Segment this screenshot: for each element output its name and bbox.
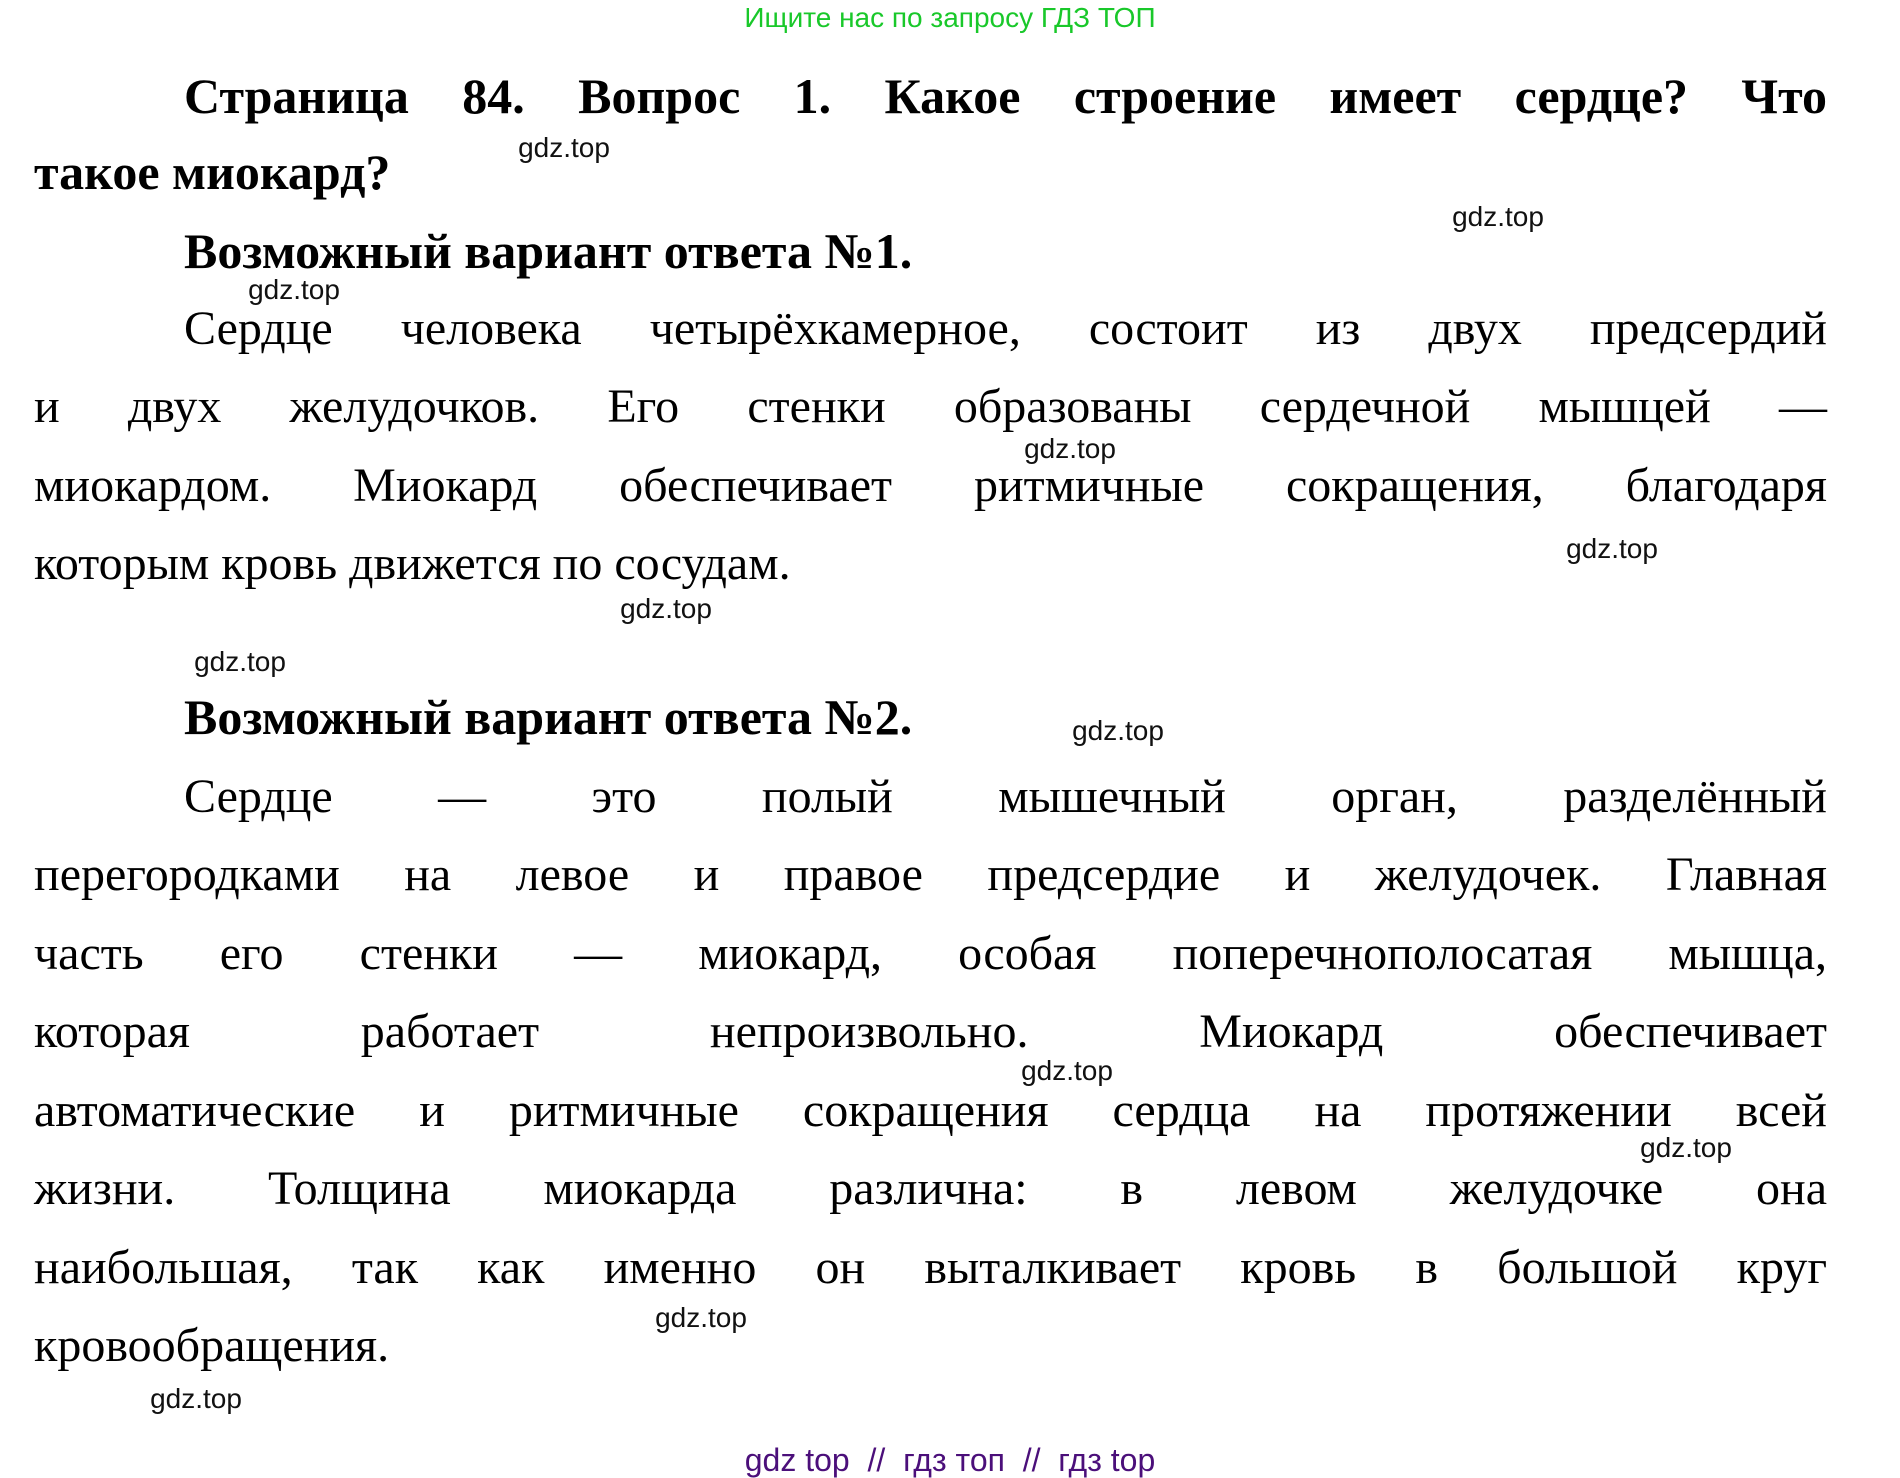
watermark: gdz.top: [620, 593, 712, 624]
watermark: gdz.top: [655, 1302, 747, 1333]
question-title-line-1: Страница 84. Вопрос 1. Какое строение имеет сердце? Что: [184, 68, 1827, 124]
answer-2-line: перегородками на левое и правое предсердие и желудочек. Главная: [34, 848, 1827, 901]
watermark: gdz.top: [518, 132, 610, 163]
answer-1-heading: Возможный вариант ответа №1.: [184, 223, 913, 279]
watermark: gdz.top: [248, 274, 340, 305]
answer-1-line: миокардом. Миокард обеспечивает ритмичные сокращения, благодаря: [34, 459, 1827, 512]
watermark: gdz.top: [194, 646, 286, 677]
answer-2-line: наибольшая, так как именно он выталкивает кровь в большой круг: [34, 1241, 1827, 1294]
answer-2-line: кровообращения.: [34, 1319, 390, 1372]
watermark: gdz.top: [1021, 1055, 1113, 1086]
watermark: gdz.top: [150, 1383, 242, 1414]
answer-1-line: Сердце человека четырёхкамерное, состоит из двух предсердий: [184, 302, 1827, 355]
question-title-line-2: такое миокард?: [34, 144, 391, 200]
watermark: gdz.top: [1640, 1132, 1732, 1163]
answer-2-line: жизни. Толщина миокарда различна: в левом желудочке она: [34, 1162, 1827, 1215]
footer-watermark: gdz top // гдз топ // гдз top: [744, 1442, 1156, 1478]
answer-2-line: которая работает непроизвольно. Миокард обеспечивает: [34, 1005, 1827, 1058]
answer-2-heading: Возможный вариант ответа №2.: [184, 689, 913, 745]
watermark: gdz.top: [1072, 715, 1164, 746]
watermark: gdz.top: [1452, 201, 1544, 232]
watermark: gdz.top: [1024, 433, 1116, 464]
search-promo-banner: Ищите нас по запросу ГДЗ ТОП: [744, 2, 1156, 33]
answer-1-line: которым кровь движется по сосудам.: [34, 537, 791, 590]
answer-2-line: автоматические и ритмичные сокращения сердца на протяжении всей: [34, 1084, 1827, 1137]
answer-1-line: и двух желудочков. Его стенки образованы сердечной мышцей —: [34, 380, 1827, 433]
answer-2-line: часть его стенки — миокард, особая поперечнополосатая мышца,: [34, 927, 1827, 980]
answer-2-line: Сердце — это полый мышечный орган, разделённый: [184, 770, 1827, 823]
watermark: gdz.top: [1566, 533, 1658, 564]
